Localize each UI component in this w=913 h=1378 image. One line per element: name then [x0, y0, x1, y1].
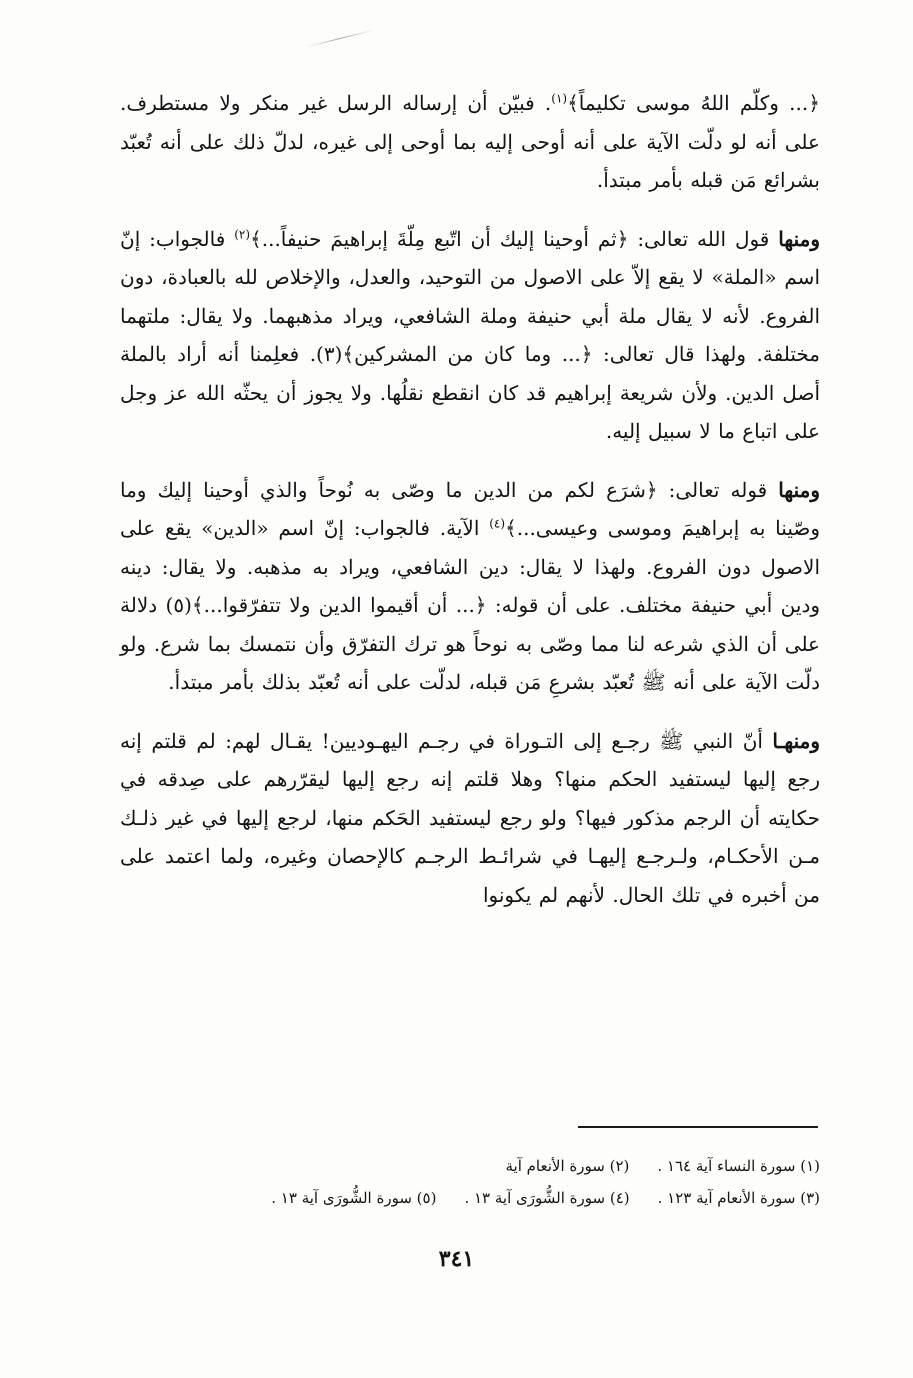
paragraph-4-body: أنّ النبي ﷺ رجـع إلى التـوراة في رجـم اليهـوديين! يقـال لهم: لم قلتم إنه رجع إليها ليستفيد الحكم منها؟ وهلا قلتم إنه رجع إليها ليقرّرهم على صِدقه في حكايته أن الرجم مذكور فيها؟ ولو رجع ليستفيد الحَكم منها، لرجع إليها في غير ذلـك مـن الأحكـام، ولـرجـع إليهـا في شرائـط الرجـم كالإحصان وغيره، ولما اعتمد على من أخبره في تلك الحال. لأنهم لم يكونوا: [120, 728, 820, 907]
paragraph-3-body: الآية. فالجواب: إنّ اسم «الدين» يقع على الاصول دون الفروع. ولهذا لا يقال: دين الشافعي، ويراد به مذهبه. ولا يقال: دينه ودين أبي حنيفة مختلف. على أن قوله: ﴿... أن أقيموا الدين ولا تتفرّقوا...﴾(٥) دلالة على أن الذي شرعه لنا مما وصّى به نوحاً هو ترك التفرّق وأن نتمسك بما شرع. ولو دلّت الآية على أنه ﷺ تُعبّد بشرعِ مَن قبله، لدلّت على أنه تُعبّد بذلك بأمر مبتدأ.: [120, 516, 821, 694]
footnote-ref-4: (٤): [489, 516, 506, 531]
footnote-2: (٢) سورة الأنعام آية: [505, 1157, 630, 1175]
footnote-line-1: [120, 1150, 820, 1182]
paragraph-2-quote: قول الله تعالى: ﴿ثم أوحينا إليك أن اتّبع مِلّةَ إبراهيمَ حنيفاً...﴾: [250, 226, 779, 251]
footnote-ref-2: (٢): [234, 226, 251, 241]
footnote-line-2: [120, 1182, 820, 1214]
page-number: ٣٤١: [438, 1246, 475, 1272]
paragraph-1-body: . فبيّن أن إرساله الرسل غير منكر ولا مستطرف. على أنه لو دلّت الآية على أنه أوحى إليه بما أوحى إلى غيره، لدلّ ذلك على أنه تُعبّد بشرائع مَن قبله بأمر مبتدأ.: [120, 91, 820, 192]
footnote-4: (٤) سورة الشُّورَى آية ١٣ .: [464, 1189, 630, 1207]
paragraph-3-lead: ومنها: [778, 477, 820, 502]
footnotes: [120, 1150, 820, 1214]
paragraph-3-quote: قوله تعالى: ﴿شرَع لكم من الدين ما وصّى به نُوحاً والذي أوحينا إليك وما وصّينا به إبراهيمَ وموسى وعيسى...﴾: [120, 477, 820, 540]
paragraph-1-quote: ﴿... وكلّم اللهُ موسى تكليماً﴾: [567, 91, 820, 115]
footnote-separator: [578, 1126, 818, 1128]
paragraph-2-body: فالجواب: إنّ اسم «الملة» لا يقع إلاّ على الاصول من التوحيد، والعدل، والإخلاص لله بالعبادة، دون الفروع. لأنه لا يقال ملة أبي حنيفة وملة الشافعي، ويراد مذهبهما. ولا يقال: ملتهما مختلفة. ولهذا قال تعالى: ﴿... وما كان من المشركين﴾(٣). فعلِمنا أنه أراد بالملة أصل الدين. ولأن شريعة إبراهيم قد كان انقطع نقلُها. ولا يجوز أن يحثّه الله عز وجل على اتباع ما لا سبيل إليه.: [120, 226, 821, 443]
paragraph-4-lead: ومنهـا: [772, 728, 820, 753]
footnote-ref-1: (١): [551, 91, 568, 106]
scan-artifact: [306, 30, 374, 48]
main-text: [120, 84, 820, 914]
footnote-3: (٣) سورة الأنعام آية ١٢٣ .: [657, 1189, 820, 1207]
paragraph-1: [120, 84, 820, 200]
paragraph-2: [120, 220, 820, 451]
paragraph-2-lead: ومنها: [778, 226, 821, 251]
footnote-5: (٥) سورة الشُّورَى آية ١٣ .: [271, 1189, 437, 1207]
footnote-1: (١) سورة النساء آية ١٦٤ .: [657, 1157, 820, 1175]
paragraph-4: [120, 722, 820, 915]
paragraph-3: [120, 471, 820, 702]
